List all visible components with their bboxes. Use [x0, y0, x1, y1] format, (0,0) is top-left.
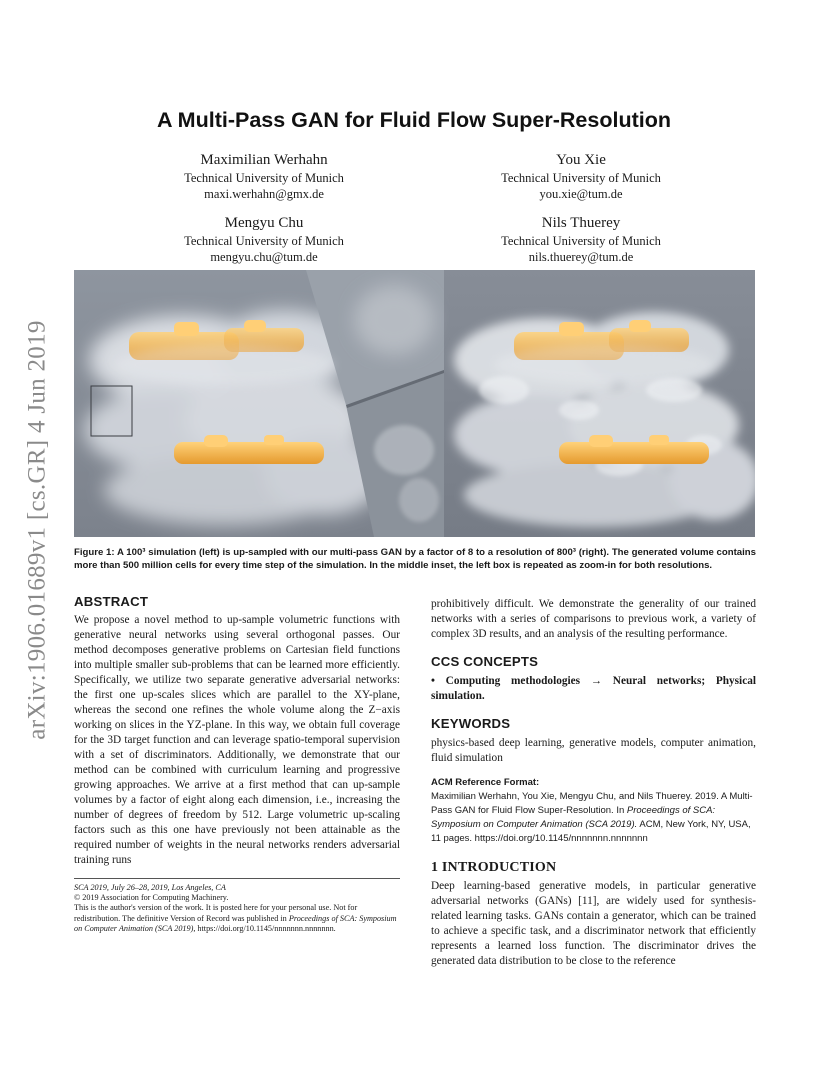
footnote-conference: SCA 2019, July 26–28, 2019, Los Angeles, CA [74, 883, 226, 892]
acm-ref-text [431, 790, 756, 846]
acm-ref-venue: Proceedings of SCA: Symposium on Computer Animation (SCA 2019). [431, 805, 716, 830]
ccs-text: • Computing methodologies → Neural networks; Physical simulation. [431, 675, 756, 702]
footnote-notice-text: This is the author's version of the work. It is posted here for your personal use. Not for redistribution. The definitive Version of Record was published in [74, 903, 358, 923]
author-block [431, 150, 731, 202]
footnote [74, 883, 400, 934]
paper-title: A Multi-Pass GAN for Fluid Flow Super-Resolution [156, 108, 671, 132]
author-name: You Xie [556, 152, 606, 168]
author-block [431, 213, 731, 265]
abstract-continued: prohibitively difficult. We demonstrate the generality of our trained networks with a series of comparisons to previous work, a variety of complex 3D results, and an analysis of the resulting performance. [431, 598, 756, 640]
figure-label: Figure 1: [74, 547, 115, 558]
author-email[interactable]: nils.thuerey@tum.de [528, 250, 634, 264]
intro-text: Deep learning-based generative models, in particular generative adversarial networks (GANs) [11], are widely used for synthesis-related learning tasks. GANs contain a generator, which can be trained to achieve a specific task, and a discriminator network that efficiently represents a learned loss function. The discriminator drives the generated data distribution to be close to the reference [431, 880, 756, 967]
author-affiliation: Technical University of Munich [184, 171, 344, 185]
author-affiliation: Technical University of Munich [184, 234, 344, 248]
author-block [114, 150, 414, 202]
author-email[interactable]: mengyu.chu@tum.de [210, 250, 318, 264]
teaser-figure [74, 270, 755, 537]
footnote-copyright: © 2019 Association for Computing Machinery. [74, 893, 229, 903]
acm-ref-authors: Maximilian Werhahn, You Xie, Mengyu Chu, and Nils Thuerey. 2019. A Multi-Pass GAN for Fluid Flow Super-Resolution. In [431, 791, 753, 816]
acm-ref-publisher[interactable]: ACM, New York, NY, USA, 11 pages. https://doi.org/10.1145/nnnnnnn.nnnnnnn [431, 819, 751, 844]
author-block [114, 213, 414, 265]
right-column [431, 597, 756, 969]
abstract-heading: ABSTRACT [74, 594, 149, 609]
author-name: Mengyu Chu [224, 215, 304, 231]
abstract-text: We propose a novel method to up-sample volumetric functions with generative neural networks using several orthogonal passes. Our method decomposes generative problems on Cartesian field functions into multiple smaller sub-problems that can be learned more efficiently. Specifically, we utilize two separate generative adversarial networks: the first one up-scales slices which are parallel to the XY-plane, whereas the second one refines the whole volume along the Z−axis working on slices in the YZ-plane. In this way, we obtain full coverage for the 3D target function and can leverage spatio-temporal supervision with a set of discriminators. Additionally, we demonstrate that our method can be combined with curriculum learning and progressive growing approaches. We arrive at a first method that can up-sample volumes by a factor of eight along each dimension, i.e., increasing the number of degrees of freedom by 512. Large volumetric up-scaling factors such as this one have previously not been attainable as the required number of weights in the neural networks renders adversarial training runs [74, 614, 400, 866]
ccs-heading: CCS CONCEPTS [431, 654, 539, 669]
footnote-rule [74, 878, 400, 879]
author-name: Maximilian Werhahn [200, 152, 328, 168]
keywords-heading: KEYWORDS [431, 716, 511, 731]
keywords-text: physics-based deep learning, generative models, computer animation, fluid simulation [431, 737, 756, 764]
footnote-notice [74, 903, 400, 934]
intro-heading: 1 INTRODUCTION [431, 860, 557, 875]
left-column [74, 594, 400, 868]
author-affiliation: Technical University of Munich [501, 234, 661, 248]
figure-caption-text: A 100³ simulation (left) is up-sampled with our multi-pass GAN by a factor of 8 to a resolution of 800³ (right). The generated volume contains more than 500 million cells for every time step of the simulation. In the middle inset, the left box is repeated as zoom-in for both resolutions. [74, 547, 756, 572]
author-email[interactable]: you.xie@tum.de [539, 187, 623, 201]
figure-caption [74, 546, 756, 573]
author-affiliation: Technical University of Munich [501, 171, 661, 185]
arxiv-stamp [18, 300, 58, 760]
acm-ref-heading: ACM Reference Format: [431, 777, 540, 788]
footnote-doi[interactable]: , https://doi.org/10.1145/nnnnnnn.nnnnnnn. [193, 923, 336, 933]
footnote-venue: Proceedings of SCA: Symposium on Computer Animation (SCA 2019) [74, 913, 397, 933]
author-name: Nils Thuerey [541, 215, 621, 231]
author-email[interactable]: maxi.werhahn@gmx.de [204, 187, 324, 201]
arxiv-id: arXiv:1906.01689v1 [cs.GR] 4 Jun 2019 [24, 320, 51, 740]
